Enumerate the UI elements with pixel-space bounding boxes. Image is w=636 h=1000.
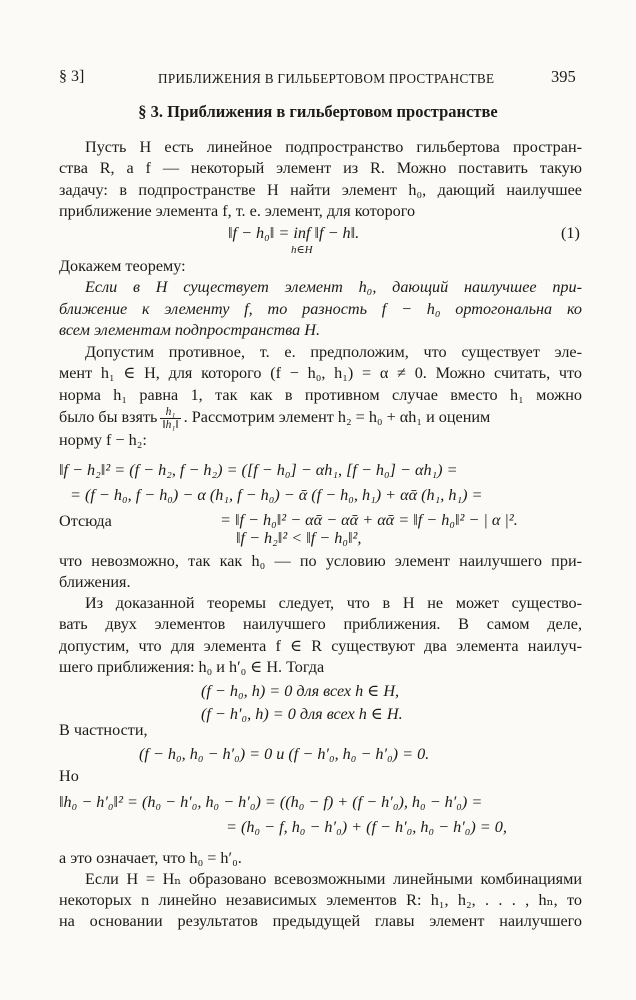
para1-line: задачу: в подпространстве H найти элемент h₀, дающий наилучшее (59, 181, 582, 199)
system-line: (f − h′₀, h) = 0 для всех h ∈ H. (201, 705, 403, 723)
calc-line: = (f − h₀, f − h₀) − α (h₁, f − h₀) − ᾱ (f − h₀, h₁) + αᾱ (h₁, h₁) = (70, 486, 483, 504)
fraction-denominator: ‖h₁‖ (162, 419, 179, 431)
last-para-line: некоторых n линейно независимых элементов R: h₁, h₂, . . . , hₙ, то (59, 891, 582, 909)
but-word: Но (59, 767, 79, 785)
proof-line: норма h₁ равна 1, так как в противном случае вместо h₁ можно (59, 386, 582, 404)
fraction-h1-over-norm (160, 406, 180, 431)
para1-line: приближение элемента f, т. е. элемент, для которого (59, 202, 416, 220)
header-page-number: 395 (551, 67, 576, 86)
para2-line: вать двух элементов наилучшего приближения. В самом деле, (59, 615, 582, 633)
last-para-line: Если H = Hₙ образовано всевозможными линейными комбинациями (85, 870, 582, 888)
para2-line: Из доказанной теоремы следует, что в H не может существо- (85, 594, 582, 612)
in-particular: В частности, (59, 721, 148, 739)
equation-1-subscript: h∈H (291, 244, 313, 256)
last-para-line: на основании результатов предыдущей главы элемент наилучшего (59, 912, 582, 930)
hence-word: Отсюда (59, 512, 112, 530)
para1-line: ства R, а f — некоторый элемент из R. Можно поставить такую (59, 159, 582, 177)
para2-line: шего приближения: h₀ и h′₀ ∈ H. Тогда (59, 658, 325, 676)
equation-1-number: (1) (561, 224, 580, 242)
proof-line-with-fraction (59, 406, 490, 431)
theorem-line: всем элементам подпространства H. (59, 321, 321, 339)
proof-line: Допустим противное, т. е. предположим, что существует эле- (85, 343, 582, 361)
system-line: (f − h₀, h) = 0 для всех h ∈ H, (201, 682, 400, 700)
para1-line: Пусть H есть линейное подпространство гильбертова простран- (85, 138, 582, 156)
equation-1: ‖f − h₀‖ = inf ‖f − h‖. (228, 224, 360, 242)
proof-text: . Рассмотрим элемент h₂ = h₀ + αh₁ и оценим (183, 408, 491, 427)
proof-line: мент h₁ ∈ H, для которого (f − h₀, h₁) = α ≠ 0. Можно считать, что (59, 364, 582, 382)
proof-text: было бы взять (59, 408, 158, 427)
fraction-numerator: h₁ (160, 406, 180, 419)
conclusion: а это означает, что h₀ = h′₀. (59, 849, 242, 867)
norm-equation-line: ‖h₀ − h′₀‖² = (h₀ − h′₀, h₀ − h′₀) = ((h₀ − f) + (f − h′₀), h₀ − h′₀) = (59, 793, 483, 811)
header-running-title: ПРИБЛИЖЕНИЯ В ГИЛЬБЕРТОВОМ ПРОСТРАНСТВЕ (158, 71, 495, 86)
calc-line: = ‖f − h₀‖² − αᾱ − αᾱ + αᾱ = ‖f − h₀‖² − | α |². (220, 511, 518, 529)
theorem-line: Если в H существует элемент h₀, дающий наилучшее при- (85, 278, 582, 296)
theorem-line: ближение к элементу f, то разность f − h₀ ортогональна ко (59, 300, 582, 318)
section-heading: § 3. Приближения в гильбертовом пространстве (138, 102, 498, 121)
particular-equation: (f − h₀, h₀ − h′₀) = 0 и (f − h′₀, h₀ − h′₀) = 0. (139, 745, 430, 763)
proof-line: норму f − h₂: (59, 431, 147, 449)
theorem-intro: Докажем теорему: (59, 257, 186, 275)
norm-equation-line: = (h₀ − f, h₀ − h′₀) + (f − h′₀, h₀ − h′₀) = 0, (226, 818, 507, 836)
header-section-ref: § 3] (59, 68, 85, 85)
calc-line: ‖f − h₂‖² = (f − h₂, f − h₂) = ([f − h₀] − αh₁, [f − h₀] − αh₁) = (59, 461, 458, 479)
para2-line: допустим, что для элемента f ∈ R существуют два элемента наилуч- (59, 637, 582, 655)
inequality: ‖f − h₂‖² < ‖f − h₀‖², (236, 529, 362, 547)
impossible-line: что невозможно, так как h₀ — по условию элемент наилучшего при- (59, 552, 582, 570)
impossible-line: ближения. (59, 573, 131, 591)
